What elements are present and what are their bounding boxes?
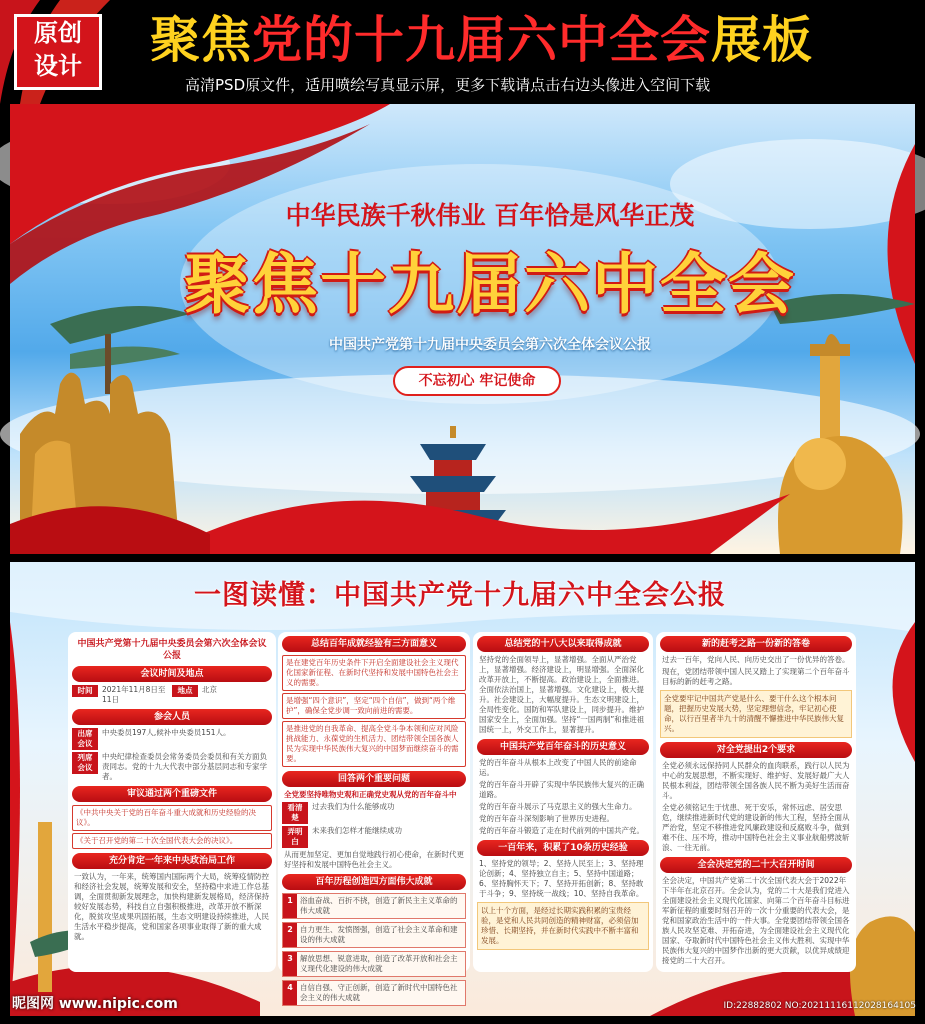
place-value: 北京 (202, 685, 217, 694)
section-head-20: 全会决定党的二十大召开时间 (660, 857, 852, 873)
section-head-ten: 一百年来，积累了10条历史经验 (477, 840, 649, 856)
list-18: 坚持党的全面领导上，显著增强。全面从严治党上，显著增强。经济建设上，明显增强。全面深化改革开放上，不断提高。政治建设上，全面推进。全面依法治国上，显著增强。文化建设上，极大提升。社会建设上，大幅度提升。生态文明建设上，全局性变化。国防和军队建设上，同步提升。维护国家安全上，全面加强。坚持“一国两制”和推进祖国统一上，外交工作上，显著提升。 (479, 655, 645, 734)
place-label: 地点 (172, 685, 198, 697)
section-head-docs: 审议通过两个重磅文件 (72, 786, 272, 802)
num-3-icon: 3 (283, 952, 297, 976)
mission-pill: 不忘初心 牢记使命 (393, 366, 561, 396)
req-item: 全党必须铭记生于忧患、死于安乐，常怀远虑、居安思危，继续推进新时代党的建设新的伟大工程，坚持全面从严治党，坚定不移推进党风廉政建设和反腐败斗争，做到难不住、压不垮，推动中国特色社会主义事业航船劈波斩浪、一往无前。 (662, 803, 850, 852)
meaning-item: 是推进党的自我革命、提高全党斗争本领和应对风险挑战能力、永葆党的生机活力、团结带领全国各族人民为实现中华民族伟大复兴的中国梦而继续奋斗的需要。 (282, 721, 466, 767)
meaning-item: 是增强“四个意识”，坚定“四个自信”，做到“两个维护”，确保全党步调一致向前进的需要。 (282, 693, 466, 719)
achievement-item (282, 893, 466, 919)
hist-item: 党的百年奋斗展示了马克思主义的强大生命力。 (479, 802, 637, 811)
title-part1: 聚焦 (150, 11, 252, 69)
doc-item: 《关于召开党的第二十次全国代表大会的决议》。 (72, 833, 272, 849)
header-bar (0, 0, 925, 104)
time-label: 时间 (72, 685, 98, 697)
time-value: 2021年11月8日至11日 (102, 685, 166, 704)
attendees-row (72, 728, 272, 750)
work-text: 一致认为，一年来，统筹国内国际两个大局，统筹疫情防控和经济社会发展，统筹发展和安全，坚持稳中求进工作总基调，全面贯彻新发展理念，加快构建新发展格局，经济保持较好发展态势，科技自立自强积极推进，改革开放不断深化，脱贫攻坚成果巩固拓展，生态文明建设持续推进，人民生活水平稳步提高，党和国家各项事业取得了新的重大成就。 (74, 872, 269, 941)
two-label-2: 弄明白 (282, 826, 308, 848)
section-head-hist: 中国共产党百年奋斗的历史意义 (477, 739, 649, 755)
new-item: 过去一百年，党向人民、向历史交出了一份优异的答卷。 (662, 655, 850, 664)
site-watermark: 昵图网 www.nipic.com (12, 996, 178, 1012)
text-20: 全会决定，中国共产党第二十次全国代表大会于2022年下半年在北京召开。全会认为，党的二十大是我们党进入全面建设社会主义现代化国家、向第二个百年奋斗目标进军新征程的重要时刻召开的一次十分重要的代表大会，是党和国家政治生活中的一件大事。全党要团结带领全国各族人民攻坚克难、开拓奋进，为全面建设社会主义现代化国家、夺取新时代中国特色社会主义伟大胜利、实现中华民族伟大复兴的中国梦作出新的更大贡献，以优异成绩迎接党的二十大召开。 (662, 876, 850, 965)
achievement-text: 浴血奋战、百折不挠，创造了新民主主义革命的伟大成就 (300, 896, 458, 915)
column-history (473, 632, 653, 972)
hist-item: 党的百年奋斗开辟了实现中华民族伟大复兴的正确道路。 (479, 780, 644, 799)
observers-row (72, 752, 272, 782)
hist-item: 党的百年奋斗从根本上改变了中国人民的前途命运。 (479, 758, 637, 777)
column-achievements (278, 632, 470, 1002)
two-text: 从而更加坚定、更加自觉地践行初心使命，在新时代更好坚持和发展中国特色社会主义。 (284, 850, 464, 869)
achievement-text: 解放思想、锐意进取，创造了改革开放和社会主义现代化建设的伟大成就 (300, 954, 458, 973)
banner-subtitle: 中国共产党第十九届中央委员会第六次全体会议公报 (329, 337, 651, 353)
ten-summary: 以上十个方面，是经过长期实践积累的宝贵经验，是党和人民共同创造的精神财富，必须倍加珍惜、长期坚持，并在新时代实践中不断丰富和发展。 (477, 902, 649, 950)
two-intro: 全党要坚持唯物史观和正确党史观从党的百年奋斗中 (284, 790, 457, 799)
achievement-item (282, 951, 466, 977)
page-subtitle: 高清PSD原文件，适用喷绘写真显示屏，更多下载请点击右边头像进入空间下载 (185, 76, 711, 94)
column-meeting-info (68, 632, 276, 972)
section-head-req: 对全党提出2个要求 (660, 742, 852, 758)
badge-line1: 原创 (34, 19, 82, 47)
two-value-2: 未来我们怎样才能继续成功 (312, 826, 402, 835)
meaning-item: 是在建党百年历史条件下开启全面建设社会主义现代化国家新征程、在新时代坚持和发展中国特色社会主义的需要。 (282, 655, 466, 691)
banner-title: 聚焦十九届六中全会 (184, 246, 796, 323)
id-watermark: ID:22882802 NO:20211116112028164105 (723, 1001, 916, 1011)
num-1-icon: 1 (283, 894, 297, 918)
communique-title: 中国共产党第十九届中央委员会第六次全体会议公报 (77, 639, 267, 661)
achievement-text: 自信自强、守正创新，创造了新时代中国特色社会主义的伟大成就 (300, 983, 458, 1002)
original-design-badge (14, 14, 102, 90)
section-head-four: 百年历程创造四方面伟大成就 (282, 874, 466, 890)
req-item: 全党必须永远保持同人民群众的血肉联系，践行以人民为中心的发展思想，不断实现好、维护好、发展好最广大人民根本利益，团结带领全国各族人民不断为美好生活而奋斗。 (662, 761, 850, 800)
observer-value: 中央纪律检查委员会常务委员会委员和有关方面负责同志。党的十九大代表中部分基层同志和专家学者。 (102, 752, 267, 781)
time-place-row (72, 685, 272, 705)
new-item: 现在，党团结带领中国人民又踏上了实现第二个百年奋斗目标的新的赶考之路。 (662, 667, 850, 686)
info-board (10, 562, 915, 1016)
section-head-18: 总结党的十八大以来取得成就 (477, 636, 649, 652)
section-head-new: 新的赶考之路一份新的答卷 (660, 636, 852, 652)
hist-item: 党的百年奋斗深刻影响了世界历史进程。 (479, 814, 614, 823)
column-future (656, 632, 856, 972)
section-head-people: 参会人员 (72, 709, 272, 725)
page-title (150, 8, 900, 72)
title-part3: 展板 (711, 11, 813, 69)
title-part2: 党的十九届六中全会 (252, 11, 711, 69)
attend-label: 出席会议 (72, 728, 98, 750)
doc-item: 《中共中央关于党的百年奋斗重大成就和历史经验的决议》。 (72, 805, 272, 831)
section-head-three: 总结百年成就经验有三方面意义 (282, 636, 466, 652)
observer-label: 列席会议 (72, 752, 98, 774)
achievement-text: 自力更生、发愤图强，创造了社会主义革命和建设的伟大成就 (300, 925, 458, 944)
two-value-1: 过去我们为什么能够成功 (312, 802, 395, 811)
new-box: 全党要牢记中国共产党是什么、要干什么这个根本问题，把握历史发展大势，坚定理想信念，牢记初心使命，以行百里者半九十的清醒不懈推进中华民族伟大复兴。 (660, 690, 852, 738)
section-head-work: 充分肯定一年来中央政治局工作 (72, 853, 272, 869)
top-banner (10, 104, 915, 554)
two-row-2 (282, 826, 466, 848)
num-4-icon: 4 (283, 981, 297, 1005)
two-row-1 (282, 802, 466, 824)
banner-slogan: 中华民族千秋伟业 百年恰是风华正茂 (285, 201, 695, 230)
hist-item: 党的百年奋斗锻造了走在时代前列的中国共产党。 (479, 826, 644, 835)
board-title: 一图读懂：中国共产党十九届六中全会公报 (194, 580, 726, 611)
badge-line2: 设计 (34, 52, 82, 80)
section-head-two: 回答两个重要问题 (282, 771, 466, 787)
attend-value: 中央委员197人,候补中央委员151人。 (102, 728, 231, 737)
two-label-1: 看清楚 (282, 802, 308, 824)
achievement-item (282, 922, 466, 948)
num-2-icon: 2 (283, 923, 297, 947)
section-head-time: 会议时间及地点 (72, 666, 272, 682)
ten-list: 1、坚持党的领导；2、坚持人民至上；3、坚持理论创新；4、坚持独立自主；5、坚持中国道路；6、坚持胸怀天下；7、坚持开拓创新；8、坚持敢于斗争；9、坚持统一战线；10、坚持自我革命。 (479, 859, 644, 898)
